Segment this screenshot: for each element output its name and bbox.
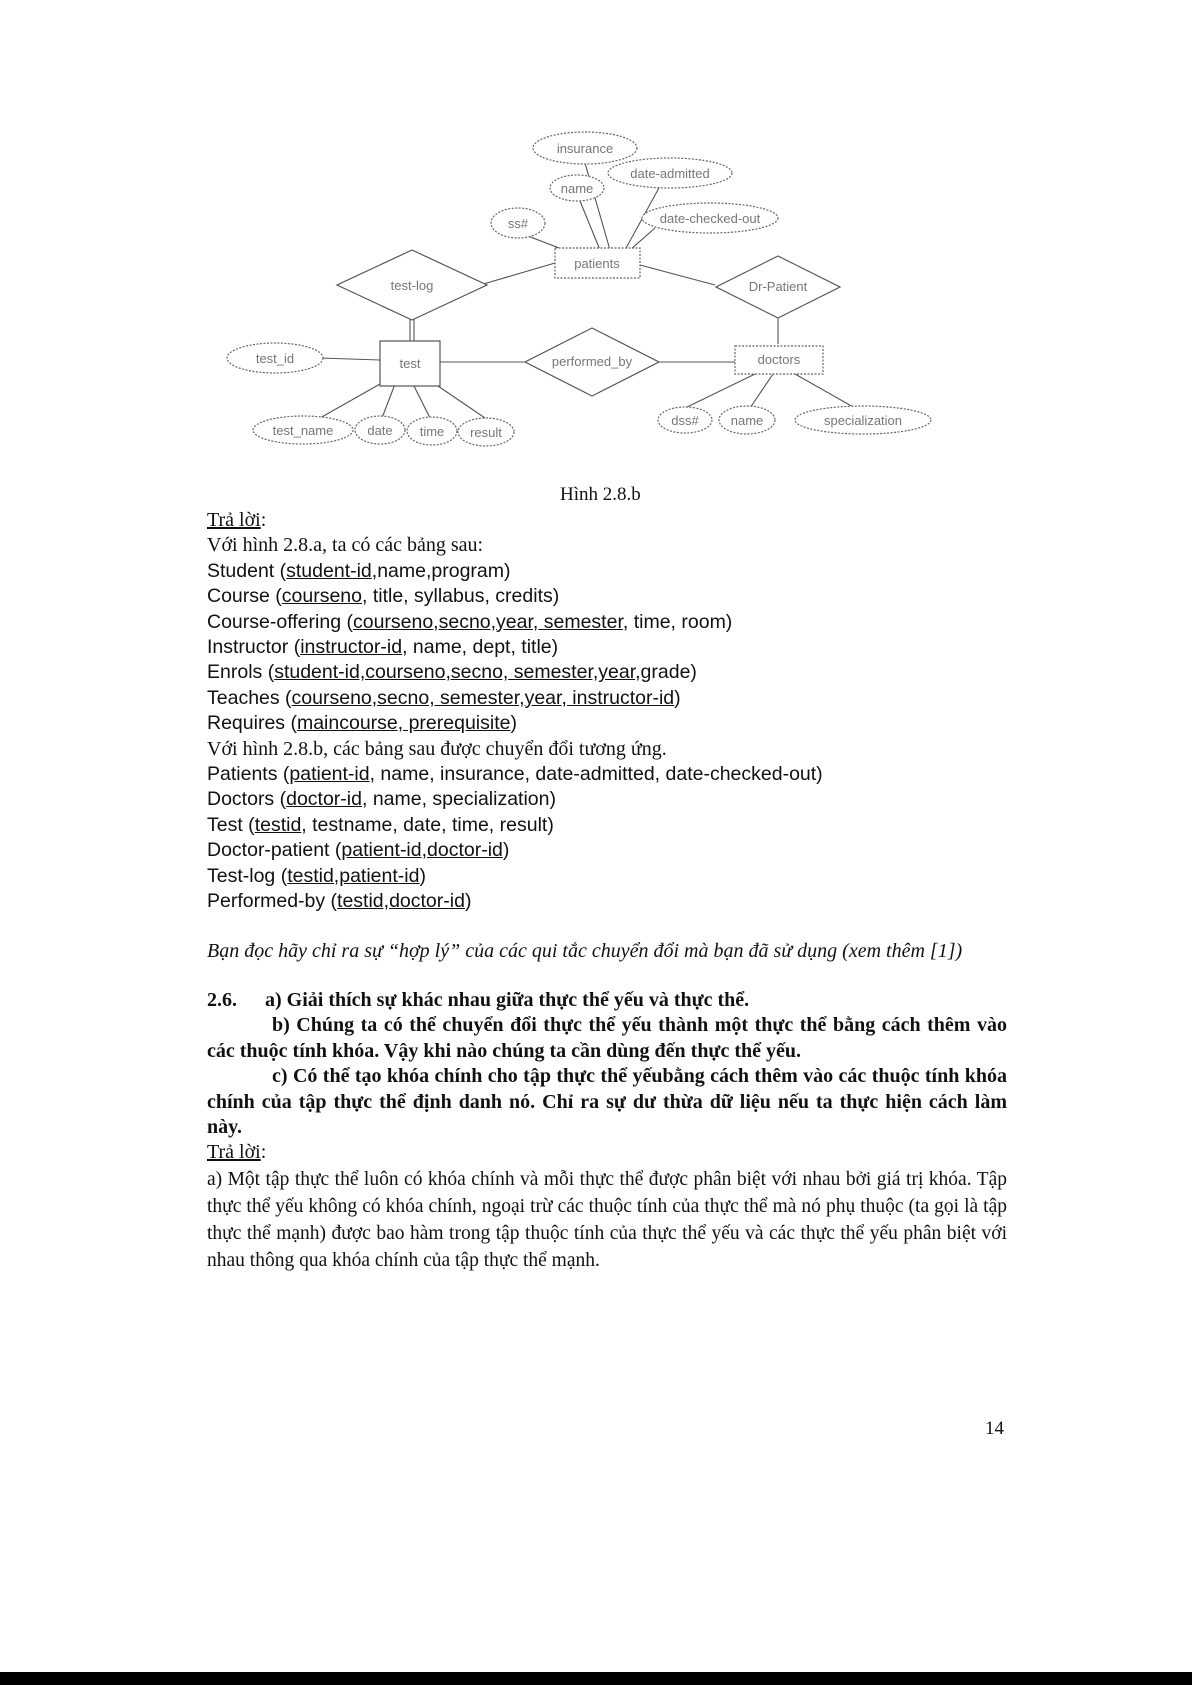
result-attribute bbox=[458, 418, 514, 446]
table-name: Requires ( bbox=[207, 712, 297, 735]
table-row bbox=[207, 635, 1007, 660]
test-id-attribute bbox=[227, 343, 323, 373]
table-row bbox=[207, 787, 1007, 812]
question-b: b) Chúng ta có thể chuyển đổi thực thể yếu thành một thực thể bằng cách thêm vào các thuộc tính khóa. Vậy khi nào chúng ta cần dùng đến thực thể yếu. bbox=[207, 1014, 1007, 1062]
dr-patient-relationship bbox=[716, 256, 840, 318]
page-number: 14 bbox=[985, 1418, 1004, 1439]
table-name: Instructor ( bbox=[207, 636, 301, 659]
table-rest: , name, specialization) bbox=[361, 788, 556, 811]
time-label: time bbox=[419, 424, 445, 439]
doctors-entity-label: doctors bbox=[757, 352, 801, 367]
table-row bbox=[207, 584, 1007, 609]
bottom-scan-border bbox=[0, 1672, 1192, 1685]
table-rest: ,grade) bbox=[635, 661, 697, 684]
test-name-attribute bbox=[253, 416, 353, 444]
table-key: maincourse, prerequisite bbox=[296, 712, 511, 735]
result-label: result bbox=[470, 425, 502, 440]
time-attribute bbox=[407, 417, 457, 445]
doctors-entity bbox=[735, 346, 823, 374]
table-row bbox=[207, 711, 1007, 736]
main-content bbox=[207, 508, 1007, 1274]
test-log-label: test-log bbox=[390, 278, 434, 293]
performed-by-relationship bbox=[525, 328, 659, 396]
specialization-label: specialization bbox=[823, 413, 903, 428]
specialization-attribute bbox=[795, 406, 931, 434]
tables-b-list bbox=[207, 762, 1007, 914]
table-key: courseno bbox=[281, 585, 362, 608]
date-admitted-label: date-admitted bbox=[630, 166, 710, 181]
test-entity-label: test bbox=[399, 356, 421, 371]
table-row bbox=[207, 686, 1007, 711]
er-diagram bbox=[225, 128, 1005, 483]
table-key: courseno,secno,year, semester bbox=[352, 610, 623, 633]
table-name: Course-offering ( bbox=[207, 610, 353, 633]
answer-paragraph: a) Một tập thực thể luôn có khóa chính và mỗi thực thể được phân biệt với nhau bởi giá trị khóa. Tập thực thể yếu không có khóa chính, ngoại trừ các thuộc tính của thực thể mà nó phụ thuộc (ta gọi là tập thực thể mạnh) được bao hàm trong tập thuộc tính của thực thể yếu và các thực thể yếu phân biệt với nhau thông qua khóa chính của tập thực thể mạnh. bbox=[207, 1168, 1007, 1271]
question-a bbox=[207, 988, 1007, 1013]
insurance-label: insurance bbox=[556, 141, 614, 156]
table-rest: ) bbox=[674, 686, 681, 709]
table-rest: , name, insurance, date-admitted, date-checked-out) bbox=[369, 763, 823, 786]
ssn-attribute bbox=[491, 208, 545, 238]
test-log-relationship bbox=[337, 250, 487, 320]
intro-b: Với hình 2.8.b, các bảng sau được chuyển đổi tương ứng. bbox=[207, 737, 667, 760]
table-name: Enrols ( bbox=[207, 661, 275, 684]
test-id-label: test_id bbox=[255, 351, 295, 366]
dss-attribute bbox=[658, 407, 712, 433]
answer-heading-2: Trả lời: bbox=[207, 1141, 267, 1164]
patient-name-label: name bbox=[560, 181, 594, 196]
date-attribute bbox=[355, 416, 405, 444]
table-rest: ) bbox=[510, 712, 517, 735]
table-key: testid,patient-id bbox=[287, 864, 420, 887]
table-key: patient-id,doctor-id bbox=[341, 839, 503, 862]
table-row bbox=[207, 864, 1007, 889]
table-name: Teaches ( bbox=[207, 686, 292, 709]
patients-entity bbox=[555, 248, 640, 278]
table-rest: ) bbox=[502, 839, 510, 862]
answer-label-2: Trả lời bbox=[207, 1141, 261, 1164]
table-rest: , title, syllabus, credits) bbox=[362, 585, 560, 608]
table-row bbox=[207, 559, 1007, 584]
question-number: 2.6. bbox=[207, 988, 237, 1011]
table-rest: ) bbox=[419, 864, 426, 887]
table-name: Doctors ( bbox=[207, 788, 287, 811]
table-name: Test ( bbox=[207, 813, 255, 836]
patient-name-attribute bbox=[550, 175, 604, 201]
insurance-attribute bbox=[533, 132, 637, 164]
table-key: doctor-id bbox=[286, 788, 362, 811]
table-name: Performed-by ( bbox=[207, 890, 338, 913]
table-key: testid bbox=[254, 813, 302, 836]
question-c: c) Có thể tạo khóa chính cho tập thực thể yếubằng cách thêm vào các thuộc tính khóa chính của tập thực thể định danh nó. Chỉ ra sự dư thừa dữ liệu nếu ta thực hiện cách làm này. bbox=[207, 1065, 1007, 1138]
patients-entity-label: patients bbox=[574, 256, 620, 271]
table-rest: , testname, date, time, result) bbox=[301, 813, 554, 836]
answer-label: Trả lời bbox=[207, 509, 261, 531]
table-name: Student ( bbox=[207, 559, 287, 582]
question-a-text: a) Giải thích sự khác nhau giữa thực thể yếu và thực thể. bbox=[265, 988, 750, 1011]
figure-caption: Hình 2.8.b bbox=[560, 484, 641, 505]
table-name: Patients ( bbox=[207, 763, 290, 786]
test-name-label: test_name bbox=[272, 423, 334, 438]
dr-patient-label: Dr-Patient bbox=[748, 279, 808, 294]
table-row bbox=[207, 660, 1007, 685]
table-key: student-id,courseno,secno, semester,year bbox=[274, 661, 636, 684]
table-row bbox=[207, 838, 1007, 863]
table-key: patient-id bbox=[289, 763, 370, 786]
dss-label: dss# bbox=[671, 413, 699, 428]
test-entity bbox=[380, 341, 440, 386]
date-label: date bbox=[367, 423, 393, 438]
table-row bbox=[207, 762, 1007, 787]
table-rest: ,name,program) bbox=[371, 559, 511, 582]
table-name: Test-log ( bbox=[207, 864, 288, 887]
table-rest: , name, dept, title) bbox=[402, 636, 559, 659]
table-key: student-id bbox=[286, 559, 372, 582]
intro-a: Với hình 2.8.a, ta có các bảng sau: bbox=[207, 534, 484, 557]
date-admitted-attribute bbox=[608, 158, 732, 188]
tables-a-list bbox=[207, 559, 1007, 737]
date-checked-out-label: date-checked-out bbox=[659, 211, 761, 226]
table-name: Course ( bbox=[207, 585, 282, 608]
date-checked-out-attribute bbox=[642, 203, 778, 233]
table-key: instructor-id bbox=[300, 636, 403, 659]
table-key: courseno,secno, semester,year, instructor-id bbox=[291, 686, 675, 709]
doctor-name-label: name bbox=[730, 413, 764, 428]
table-row bbox=[207, 813, 1007, 838]
table-row bbox=[207, 889, 1007, 914]
table-name: Doctor-patient ( bbox=[207, 839, 342, 862]
table-rest: ) bbox=[464, 890, 472, 913]
table-row bbox=[207, 610, 1007, 635]
reader-note: Bạn đọc hãy chỉ ra sự “hợp lý” của các qui tắc chuyển đổi mà bạn đã sử dụng (xem thêm [1]) bbox=[207, 939, 963, 962]
performed-by-label: performed_by bbox=[551, 354, 633, 369]
answer-heading: Trả lời: bbox=[207, 509, 267, 531]
table-key: testid,doctor-id bbox=[337, 890, 465, 913]
doctor-name-attribute bbox=[719, 406, 775, 434]
ssn-label: ss# bbox=[507, 216, 529, 231]
table-rest: , time, room) bbox=[622, 610, 733, 633]
